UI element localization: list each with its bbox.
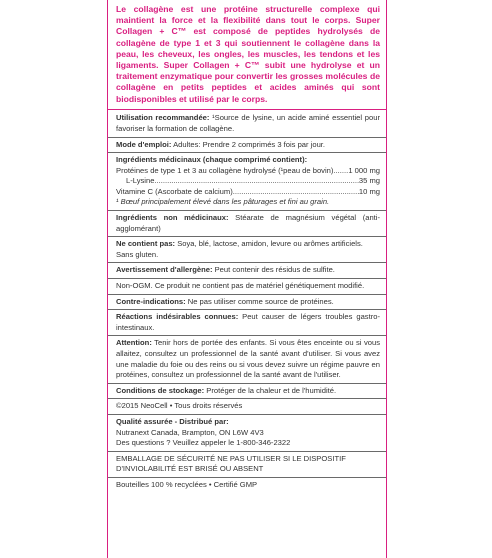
medicinal-section: [116, 155, 380, 208]
attention-label: Attention:: [116, 338, 152, 348]
adverse-text: Peut causer de légers troubles gastro-intestinaux.: [116, 312, 380, 332]
allergen-label: Avertissement d'allergène:: [116, 265, 213, 275]
divider: [108, 278, 386, 279]
divider: [108, 398, 386, 399]
leader-dots: [338, 166, 349, 177]
divider: [108, 262, 386, 263]
divider: [108, 309, 386, 310]
adverse-section: [116, 312, 380, 333]
ingredient-row: [116, 187, 380, 198]
directions-section: [116, 140, 380, 151]
storage-label: Conditions de stockage:: [116, 385, 205, 395]
divider: [108, 236, 386, 237]
divider: [108, 137, 386, 138]
ingredient-row: [116, 166, 380, 177]
free-of-section: [116, 239, 380, 260]
directions-label: Mode d'emploi:: [116, 139, 172, 149]
storage-section: [116, 386, 380, 397]
divider: [108, 152, 386, 153]
medicinal-label: Ingrédients médicinaux (chaque comprimé contient):: [116, 155, 308, 165]
usage-section: [116, 113, 380, 134]
divider: [108, 451, 386, 452]
contra-label: Contre-indications:: [116, 296, 186, 306]
non-gmo-statement: Non-OGM. Ce produit ne contient pas de matériel génétiquement modifié.: [116, 281, 365, 291]
distributor-address: Nutranext Canada, Brampton, ON L6W 4V3: [116, 427, 264, 437]
usage-label: Utilisation recommandée:: [116, 113, 210, 123]
ingredient-amount: 10 mg: [358, 186, 380, 196]
footnote: ¹ Bœuf principalement élevé dans les pâturages et fini au grain.: [116, 197, 330, 207]
ingredient-amount: 1 000 mg: [348, 165, 380, 175]
adverse-label: Réactions indésirables connues:: [116, 312, 239, 322]
divider: [108, 335, 386, 336]
usage-text: ¹Source de lysine, un acide aminé essentiel pour favoriser la formation de collagène.: [116, 113, 380, 133]
storage-text: Protéger de la chaleur et de l'humidité.: [204, 385, 337, 395]
leader-dots: [233, 187, 359, 198]
divider: [108, 210, 386, 211]
divider: [108, 414, 386, 415]
ingredient-name: Protéines de type 1 et 3 au collagène hydrolysé (¹peau de bovin)..: [116, 165, 338, 175]
contraindications-section: [116, 297, 380, 308]
directions-text: Adultes: Prendre 2 comprimés 3 fois par jour.: [171, 139, 326, 149]
nonmedicinal-section: [116, 213, 380, 234]
ingredient-row: [116, 176, 380, 187]
pink-divider: [108, 109, 386, 111]
ingredient-amount: 35 mg: [358, 176, 380, 186]
attention-text: Tenir hors de portée des enfants. Si vous êtes enceinte ou si vous allaitez, consultez un professionnel de la santé avant d'utiliser. Si vous avez une maladie du foie ou des reins ou si vous devez suivre un régime pauvre en protéines, consultez un professionnel de la santé avant de l'utiliser.: [116, 338, 380, 380]
distributor-label: Qualité assurée - Distribué par:: [116, 416, 229, 426]
ingredient-name: Vitamine C (Ascorbate de calcium): [116, 186, 233, 196]
allergen-text: Peut contenir des résidus de sulfite.: [212, 265, 335, 275]
divider: [108, 294, 386, 295]
distributor-phone: Des questions ? Veuillez appeler le 1-800-346-2322: [116, 438, 291, 448]
ingredient-name: L-Lysine: [126, 176, 155, 186]
product-label-panel: [107, 0, 387, 558]
contra-text: Ne pas utiliser comme source de protéines.: [185, 296, 334, 306]
nonmedicinal-text: Stéarate de magnésium végétal (anti-agglomérant): [116, 213, 380, 233]
intro-paragraph: Le collagène est une protéine structurelle complexe qui maintient la force et la flexibilité dans tout le corps. Super Collagen + C™ est composé de peptides hydrolysés de collagène de type 1 et 3 qui soutiennent le collagène dans la peau, les cheveux, les ongles, les muscles, les tendons et les ligaments. Super Collagen + C™ subit une hydrolyse et un traitement enzymatique pour convertir les grosses molécules de collagène en petits peptides et acides aminés qui sont biodisponibles et utilisé par le corps.: [116, 4, 380, 104]
safety-seal-warning: EMBALLAGE DE SÉCURITÉ NE PAS UTILISER SI LE DISPOSITIF D'INVIOLABILITÉ EST BRISÉ OU ABSENT: [116, 453, 346, 474]
divider: [108, 383, 386, 384]
recycle-gmp-line: Bouteilles 100 % recyclées • Certifié GMP: [116, 479, 258, 489]
allergen-section: [116, 265, 380, 276]
free-of-label: Ne contient pas:: [116, 239, 176, 249]
leader-dots: [154, 176, 358, 187]
nonmedicinal-label: Ingrédients non médicinaux:: [116, 213, 229, 223]
copyright-line: ©2015 NeoCell • Tous droits réservés: [116, 401, 243, 411]
distributor-section: [116, 417, 380, 449]
divider: [108, 477, 386, 478]
free-of-text: Soya, blé, lactose, amidon, levure ou arômes artificiels. Sans gluten.: [116, 239, 363, 259]
attention-section: [116, 338, 380, 380]
